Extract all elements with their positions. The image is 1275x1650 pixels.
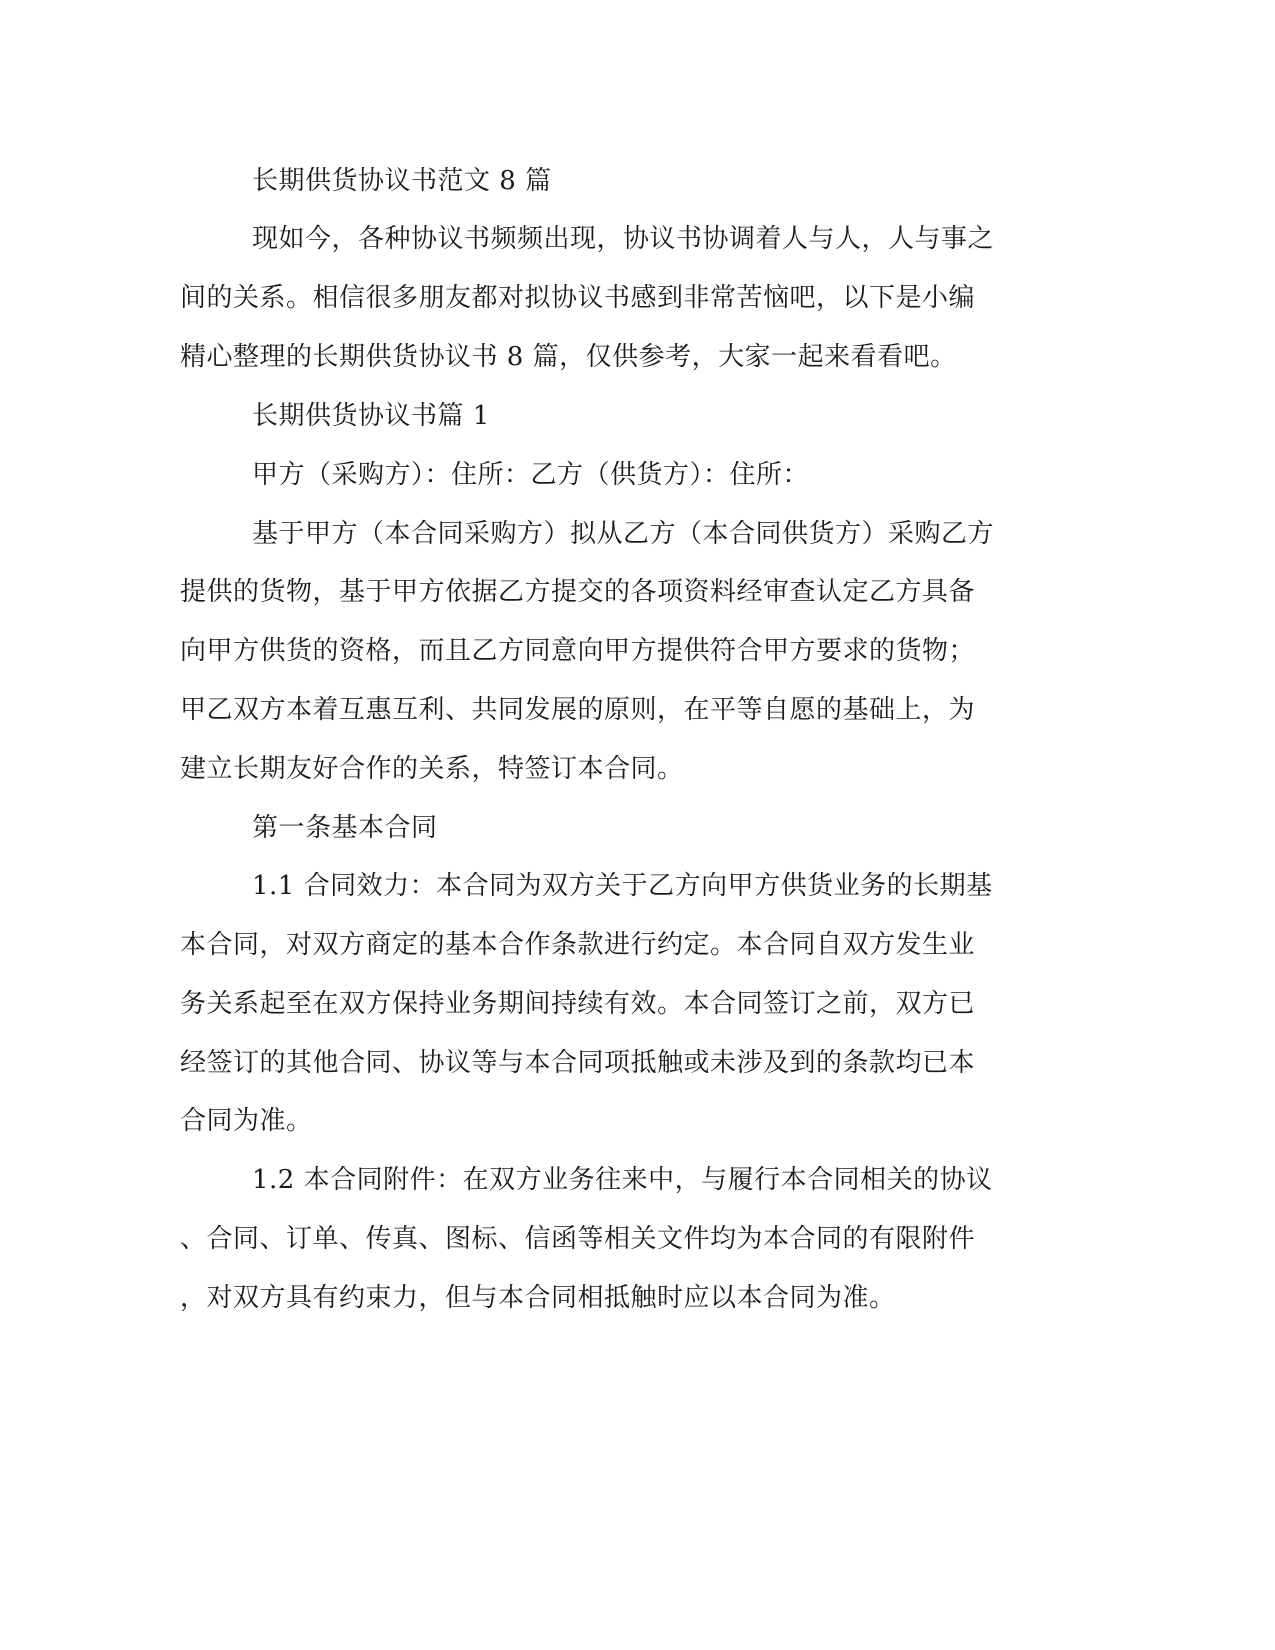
preamble-line-5: 建立长期友好合作的关系，特签订本合同。 bbox=[180, 754, 684, 784]
document-title: 长期供货协议书范文 8 篇 bbox=[252, 166, 552, 196]
preamble-line-1: 基于甲方（本合同采购方）拟从乙方（本合同供货方）采购乙方 bbox=[252, 519, 995, 549]
parties-line: 甲方（采购方）：住所：乙方（供货方）：住所： bbox=[252, 460, 810, 490]
intro-line-1: 现如今，各种协议书频频出现，协议书协调着人与人，人与事之 bbox=[252, 224, 995, 254]
preamble-line-2: 提供的货物，基于甲方依据乙方提交的各项资料经审查认定乙方具备 bbox=[180, 577, 976, 607]
clause-1-1-line-3: 务关系起至在双方保持业务期间持续有效。本合同签订之前，双方已 bbox=[180, 989, 976, 1019]
intro-line-2: 间的关系。相信很多朋友都对拟协议书感到非常苦恼吧，以下是小编 bbox=[180, 283, 976, 313]
clause-1-1-line-2: 本合同，对双方商定的基本合作条款进行约定。本合同自双方发生业 bbox=[180, 930, 976, 960]
article-heading: 第一条基本合同 bbox=[252, 813, 438, 843]
preamble-line-4: 甲乙双方本着互惠互利、共同发展的原则，在平等自愿的基础上，为 bbox=[180, 695, 976, 725]
section-heading: 长期供货协议书篇 1 bbox=[252, 401, 490, 431]
clause-1-2-line-3: ，对双方具有约束力，但与本合同相抵触时应以本合同为准。 bbox=[180, 1283, 896, 1313]
clause-1-2-line-2: 、合同、订单、传真、图标、信函等相关文件均为本合同的有限附件 bbox=[180, 1224, 976, 1254]
clause-1-2-line-1: 1.2 本合同附件：在双方业务往来中，与履行本合同相关的协议 bbox=[252, 1165, 993, 1195]
intro-line-3: 精心整理的长期供货协议书 8 篇，仅供参考，大家一起来看看吧。 bbox=[180, 342, 957, 372]
clause-1-1-line-5: 合同为准。 bbox=[180, 1106, 313, 1136]
clause-1-1-line-4: 经签订的其他合同、协议等与本合同项抵触或未涉及到的条款均已本 bbox=[180, 1048, 976, 1078]
clause-1-1-line-1: 1.1 合同效力：本合同为双方关于乙方向甲方供货业务的长期基 bbox=[252, 871, 993, 901]
preamble-line-3: 向甲方供货的资格，而且乙方同意向甲方提供符合甲方要求的货物； bbox=[180, 636, 976, 666]
